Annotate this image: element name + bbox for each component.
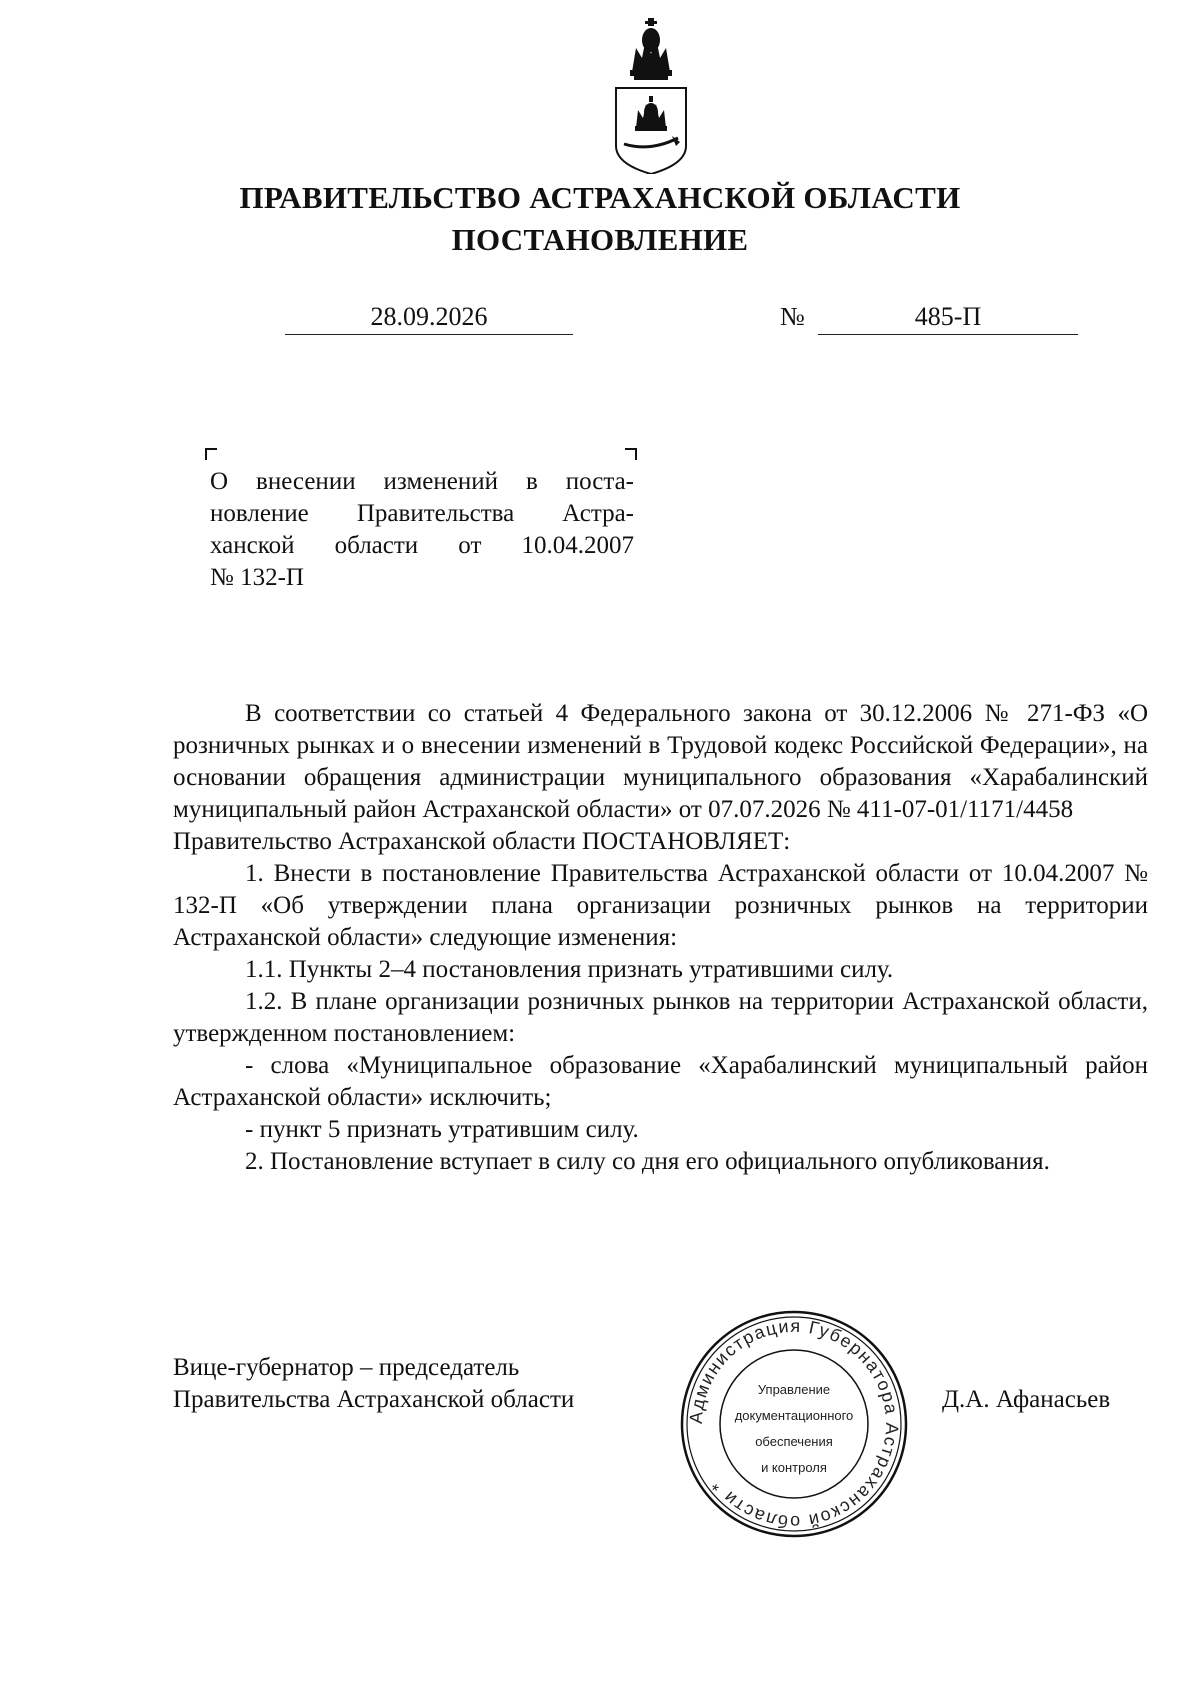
body-paragraph: В соответствии со статьей 4 Федерального закона от 30.12.2006 № 271-ФЗ «О розничных рынках и о внесении изменений в Трудовой кодекс Российской Федерации», на основании обращения администрации муниципального образования «Харабалинский муниципальный район Астраханской области» от 07.07.2026 № 411-07-01/1171/4458 [173,700,1148,823]
subject-line: О внесении изменений в поста- [210,468,634,495]
body-paragraph: 1.1. Пункты 2–4 постановления признать утратившими силу. [245,956,894,983]
subject-corner-mark-left [205,448,217,460]
body-paragraph: - слова «Муниципальное образование «Харабалинский муниципальный район Астраханской области» исключить; [173,1052,1148,1111]
document-type-heading: ПОСТАНОВЛЕНИЕ [451,222,749,257]
official-seal [678,1308,910,1540]
subject-line: новление Правительства Астра- [210,500,634,527]
signatory-position-line: Вице-губернатор – председатель [173,1354,520,1381]
document-number: 485-П [818,300,1078,335]
body-paragraph: Правительство Астраханской области ПОСТАНОВЛЯЕТ: [173,828,791,855]
seal-center-line: и контроля [761,1460,827,1475]
body-paragraph: 1.2. В плане организации розничных рынков на территории Астраханской области, утвержденном постановлением: [173,988,1148,1047]
subject-line: № 132-П [210,564,304,591]
signatory-position [173,1352,574,1416]
seal-ring-textpath: Администрация Губернатора Астраханской области * [685,1315,903,1533]
body-paragraph: 2. Постановление вступает в силу со дня его официального опубликования. [245,1148,1050,1175]
body-paragraph: - пункт 5 признать утратившим силу. [245,1116,639,1143]
organization-title: ПРАВИТЕЛЬСТВО АСТРАХАНСКОЙ ОБЛАСТИ [239,180,961,215]
seal-center-line: обеспечения [755,1434,833,1449]
seal-center-line: Управление [757,1382,831,1397]
subject-corner-mark-right [625,448,637,460]
document-subject [210,466,634,594]
signatory-name: Д.А. Афанасьев [942,1386,1111,1413]
number-sign-label: № [780,302,805,331]
body-paragraph: 1. Внести в постановление Правительства Астраханской области от 10.04.2007 № 132-П «Об утверждении плана организации розничных рынков на территории Астраханской области» следующие изменения: [173,860,1148,951]
document-body [173,698,1148,1178]
subject-line: ханской области от 10.04.2007 [210,532,634,559]
signatory-position-line: Правительства Астраханской области [173,1386,575,1413]
coat-of-arms-emblem [608,18,694,174]
seal-center-line: документационного [734,1408,854,1423]
document-date: 28.09.2026 [285,300,573,335]
